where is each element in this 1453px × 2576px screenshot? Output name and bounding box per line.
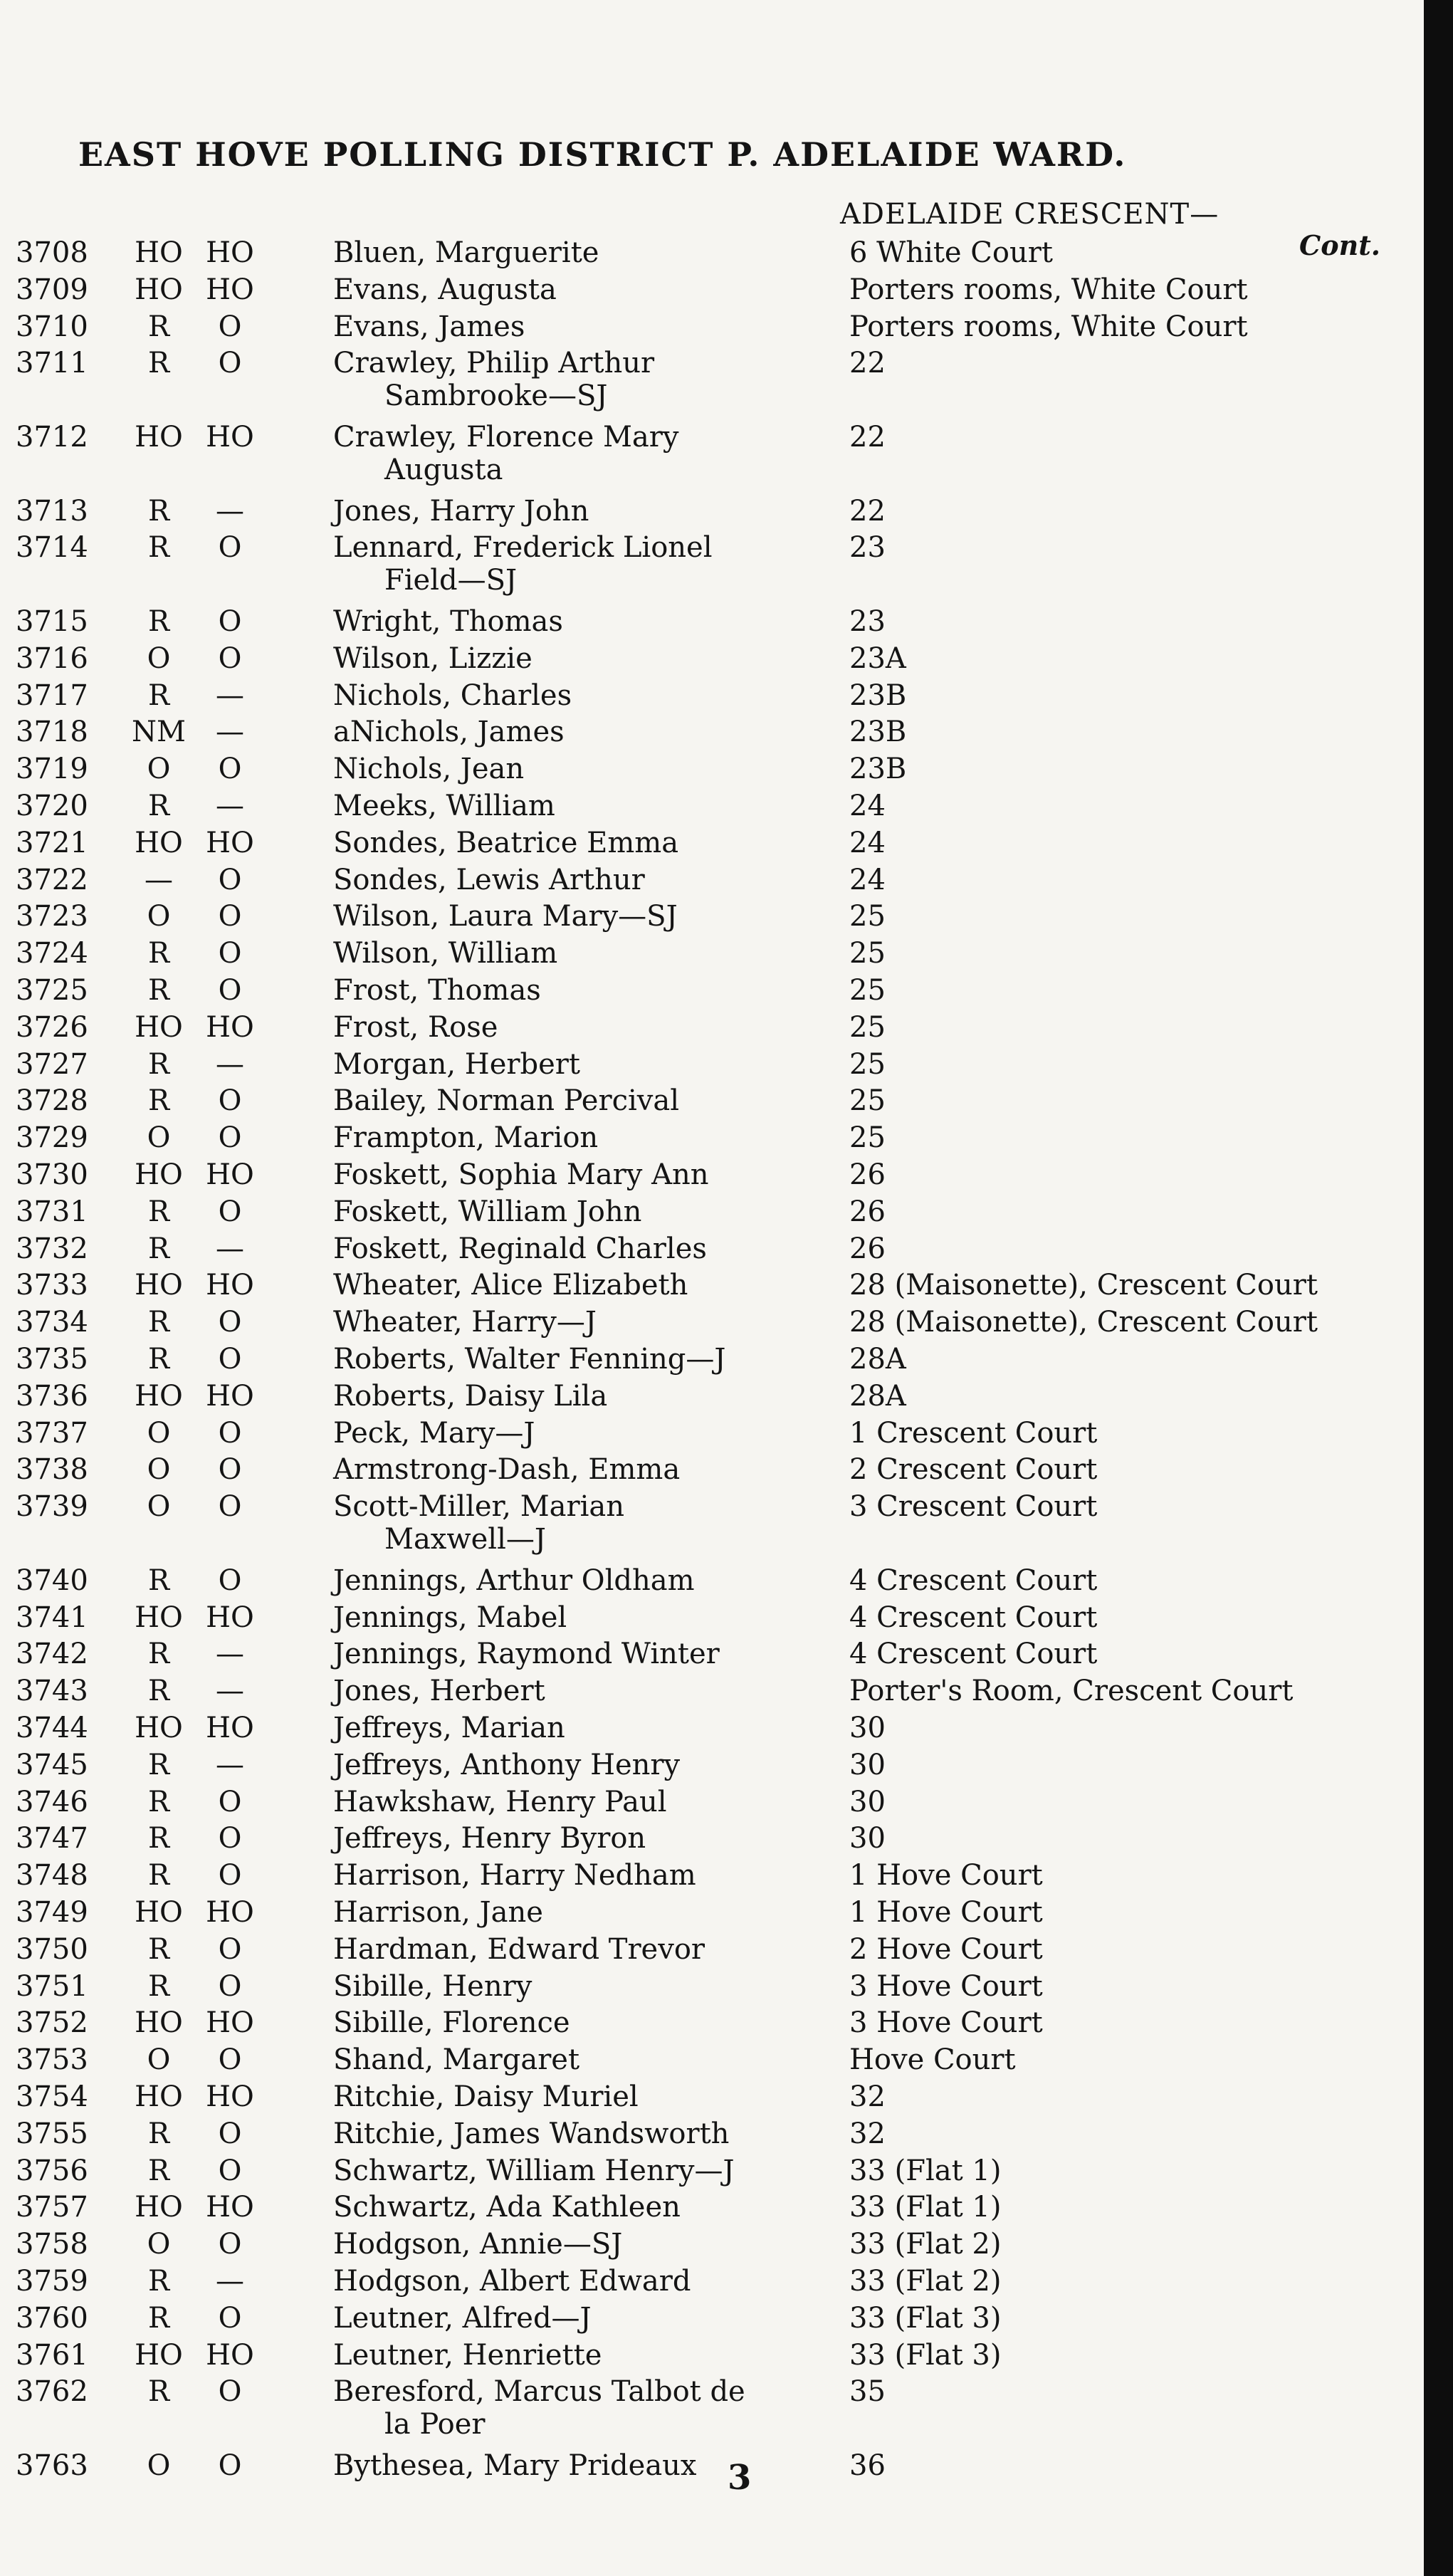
qualification-2: HO (206, 2338, 254, 2372)
elector-address: 23B (849, 679, 907, 712)
elector-name: Jeffreys, Henry Byron (333, 1822, 646, 1855)
elector-address: 23B (849, 753, 907, 786)
qualification-1: O (147, 2449, 171, 2482)
qualification-2: O (218, 974, 242, 1007)
elector-address: 25 (849, 1121, 886, 1155)
qualification-1: HO (135, 2080, 183, 2113)
entry-number: 3729 (16, 1121, 88, 1155)
elector-name: Nichols, Charles (333, 679, 572, 712)
qualification-1: O (147, 900, 171, 933)
elector-name: Jones, Harry John (333, 494, 589, 528)
elector-name: Wilson, Laura Mary—SJ (333, 900, 678, 933)
entry-number: 3756 (16, 2154, 88, 2187)
qualification-1: O (147, 1453, 171, 1487)
qualification-1: HO (135, 1010, 183, 1044)
entry-number: 3761 (16, 2338, 88, 2372)
elector-address: 30 (849, 1785, 886, 1818)
qualification-2: — (216, 716, 244, 749)
qualification-2: HO (206, 2006, 254, 2040)
elector-name-continuation: Augusta (384, 453, 503, 486)
entry-number: 3747 (16, 1822, 88, 1855)
entry-number: 3757 (16, 2191, 88, 2224)
elector-address: 30 (849, 1712, 886, 1744)
elector-name: Ritchie, James Wandsworth (333, 2117, 730, 2150)
elector-address: 26 (849, 1195, 886, 1228)
elector-name: Armstrong-Dash, Emma (333, 1453, 681, 1487)
elector-address: Hove Court (849, 2043, 1016, 2077)
entry-number: 3742 (16, 1638, 88, 1671)
continued-label: Cont. (1299, 229, 1380, 261)
elector-address: Porters rooms, White Court (849, 273, 1248, 306)
entry-number: 3717 (16, 679, 88, 712)
elector-address: 25 (849, 1084, 886, 1118)
elector-address: Porters rooms, White Court (849, 310, 1248, 343)
entry-number: 3753 (16, 2043, 88, 2077)
qualification-1: R (147, 1232, 170, 1265)
qualification-2: O (218, 1932, 242, 1966)
elector-name: Meeks, William (333, 790, 555, 822)
qualification-2: HO (206, 1712, 254, 1744)
elector-name: Hodgson, Albert Edward (333, 2265, 691, 2298)
qualification-1: HO (135, 1601, 183, 1634)
entry-number: 3755 (16, 2117, 88, 2150)
entry-number: 3744 (16, 1712, 88, 1744)
elector-name: Scott-Miller, Marian (333, 1490, 625, 1524)
qualification-1: HO (135, 236, 183, 269)
qualification-1: HO (135, 421, 183, 454)
elector-address: 23B (849, 716, 907, 749)
qualification-1: HO (135, 826, 183, 859)
entry-number: 3740 (16, 1564, 88, 1597)
qualification-2: HO (206, 421, 254, 454)
elector-address: 24 (849, 863, 886, 896)
qualification-2: O (218, 1416, 242, 1450)
elector-name-continuation: la Poer (384, 2408, 486, 2441)
qualification-1: O (147, 1490, 171, 1524)
elector-name: Nichols, Jean (333, 753, 525, 786)
entry-number: 3748 (16, 1859, 88, 1892)
qualification-2: O (218, 863, 242, 896)
elector-name: Lennard, Frederick Lionel (333, 531, 713, 565)
qualification-2: O (218, 1785, 242, 1818)
entry-number: 3762 (16, 2375, 88, 2409)
elector-address: 1 Hove Court (849, 1896, 1043, 1929)
elector-name: Morgan, Herbert (333, 1047, 580, 1081)
entry-number: 3750 (16, 1932, 88, 1966)
qualification-1: HO (135, 1269, 183, 1302)
elector-address: 33 (Flat 3) (849, 2338, 1002, 2372)
qualification-2: O (218, 1084, 242, 1118)
entry-number: 3749 (16, 1896, 88, 1929)
qualification-1: R (147, 1932, 170, 1966)
elector-address: 30 (849, 1822, 886, 1855)
elector-name: Peck, Mary—J (333, 1416, 535, 1450)
qualification-1: R (147, 1343, 170, 1376)
elector-name: Evans, Augusta (333, 273, 557, 306)
qualification-1: — (145, 863, 173, 896)
elector-address: 35 (849, 2375, 886, 2409)
qualification-2: — (216, 790, 244, 822)
qualification-2: O (218, 1822, 242, 1855)
elector-name: Wheater, Alice Elizabeth (333, 1269, 688, 1302)
elector-address: 2 Crescent Court (849, 1453, 1098, 1487)
elector-name: Frost, Thomas (333, 974, 541, 1007)
elector-address: 25 (849, 974, 886, 1007)
qualification-1: R (147, 1748, 170, 1781)
elector-address: 3 Crescent Court (849, 1490, 1098, 1524)
qualification-1: R (147, 2154, 170, 2187)
entry-number: 3739 (16, 1490, 88, 1524)
entry-number: 3709 (16, 273, 88, 306)
elector-name-continuation: Maxwell—J (384, 1523, 546, 1556)
elector-address: 25 (849, 1047, 886, 1081)
elector-name: Sibille, Florence (333, 2006, 570, 2040)
qualification-1: R (147, 1084, 170, 1118)
qualification-1: R (147, 1306, 170, 1339)
elector-address: 23A (849, 642, 906, 675)
elector-name: Jennings, Raymond Winter (333, 1638, 720, 1671)
qualification-1: R (147, 937, 170, 970)
elector-address: 28 (Maisonette), Crescent Court (849, 1269, 1318, 1302)
elector-name: Wilson, William (333, 937, 558, 970)
qualification-1: R (147, 679, 170, 712)
entry-number: 3718 (16, 716, 88, 749)
elector-address: 4 Crescent Court (849, 1601, 1098, 1634)
qualification-2: HO (206, 1896, 254, 1929)
qualification-1: NM (132, 716, 186, 749)
elector-name: Foskett, William John (333, 1195, 642, 1228)
qualification-2: O (218, 1453, 242, 1487)
qualification-1: R (147, 347, 170, 380)
elector-name: Bluen, Marguerite (333, 236, 599, 269)
qualification-2: HO (206, 1158, 254, 1191)
qualification-2: O (218, 1859, 242, 1892)
elector-name: Sondes, Beatrice Emma (333, 826, 679, 859)
qualification-1: R (147, 1859, 170, 1892)
qualification-1: R (147, 1785, 170, 1818)
entry-number: 3726 (16, 1010, 88, 1044)
qualification-1: HO (135, 1896, 183, 1929)
qualification-2: O (218, 1343, 242, 1376)
qualification-1: R (147, 974, 170, 1007)
entry-number: 3719 (16, 753, 88, 786)
elector-address: 33 (Flat 1) (849, 2154, 1002, 2187)
elector-name: Schwartz, William Henry—J (333, 2154, 735, 2187)
qualification-1: O (147, 1121, 171, 1155)
qualification-2: O (218, 642, 242, 675)
elector-address: 25 (849, 1010, 886, 1044)
qualification-2: HO (206, 2191, 254, 2224)
elector-address: 28A (849, 1379, 906, 1413)
qualification-2: O (218, 605, 242, 638)
elector-address: 28A (849, 1343, 906, 1376)
qualification-1: HO (135, 1712, 183, 1744)
elector-name: Roberts, Daisy Lila (333, 1379, 608, 1413)
elector-name: Wright, Thomas (333, 605, 563, 638)
elector-name: Crawley, Philip Arthur (333, 347, 655, 380)
entry-number: 3716 (16, 642, 88, 675)
elector-address: 26 (849, 1158, 886, 1191)
elector-name: Hawkshaw, Henry Paul (333, 1785, 667, 1818)
elector-address: 30 (849, 1748, 886, 1781)
entry-number: 3746 (16, 1785, 88, 1818)
qualification-1: R (147, 790, 170, 822)
elector-address: 22 (849, 421, 886, 454)
elector-name: aNichols, James (333, 716, 565, 749)
elector-name: Foskett, Sophia Mary Ann (333, 1158, 709, 1191)
entry-number: 3752 (16, 2006, 88, 2040)
elector-address: 33 (Flat 3) (849, 2301, 1002, 2335)
qualification-1: R (147, 2301, 170, 2335)
entry-number: 3745 (16, 1748, 88, 1781)
qualification-2: — (216, 1638, 244, 1671)
elector-name: Jeffreys, Marian (333, 1712, 565, 1744)
qualification-1: HO (135, 273, 183, 306)
street-heading: ADELAIDE CRESCENT— (840, 198, 1219, 231)
elector-name: Jennings, Mabel (333, 1601, 567, 1634)
elector-name: Jennings, Arthur Oldham (333, 1564, 695, 1597)
elector-address: 36 (849, 2449, 886, 2482)
qualification-2: HO (206, 236, 254, 269)
qualification-1: HO (135, 2006, 183, 2040)
elector-address: 24 (849, 826, 886, 859)
qualification-1: R (147, 310, 170, 343)
elector-address: 3 Hove Court (849, 1969, 1043, 2003)
elector-address: 33 (Flat 2) (849, 2265, 1002, 2298)
qualification-2: O (218, 347, 242, 380)
qualification-1: O (147, 642, 171, 675)
entry-number: 3738 (16, 1453, 88, 1487)
entry-number: 3743 (16, 1675, 88, 1708)
qualification-2: O (218, 1195, 242, 1228)
elector-address: 22 (849, 494, 886, 528)
qualification-2: O (218, 1969, 242, 2003)
elector-name: Bythesea, Mary Prideaux (333, 2449, 697, 2482)
entry-number: 3758 (16, 2228, 88, 2261)
qualification-2: HO (206, 273, 254, 306)
elector-name: Jones, Herbert (333, 1675, 545, 1708)
entry-number: 3721 (16, 826, 88, 859)
qualification-2: O (218, 2301, 242, 2335)
elector-address: 26 (849, 1232, 886, 1265)
elector-address: 23 (849, 531, 886, 565)
entry-number: 3720 (16, 790, 88, 822)
entry-number: 3715 (16, 605, 88, 638)
elector-name: Sibille, Henry (333, 1969, 533, 2003)
elector-address: Porter's Room, Crescent Court (849, 1675, 1294, 1708)
entry-number: 3710 (16, 310, 88, 343)
page-number: 3 (728, 2458, 752, 2498)
qualification-1: O (147, 2043, 171, 2077)
elector-address: 28 (Maisonette), Crescent Court (849, 1306, 1318, 1339)
qualification-1: R (147, 531, 170, 565)
qualification-2: — (216, 1047, 244, 1081)
qualification-1: R (147, 494, 170, 528)
elector-name: Harrison, Jane (333, 1896, 543, 1929)
elector-address: 23 (849, 605, 886, 638)
qualification-2: O (218, 2154, 242, 2187)
elector-name: Roberts, Walter Fenning—J (333, 1343, 726, 1376)
elector-address: 25 (849, 900, 886, 933)
elector-address: 1 Crescent Court (849, 1416, 1098, 1450)
elector-address: 4 Crescent Court (849, 1564, 1098, 1597)
page-header: EAST HOVE POLLING DISTRICT P. ADELAIDE WARD. (78, 135, 1127, 174)
qualification-2: — (216, 2265, 244, 2298)
qualification-2: O (218, 1564, 242, 1597)
entry-number: 3741 (16, 1601, 88, 1634)
qualification-1: HO (135, 2191, 183, 2224)
qualification-1: R (147, 1638, 170, 1671)
elector-address: 33 (Flat 2) (849, 2228, 1002, 2261)
elector-name: Ritchie, Daisy Muriel (333, 2080, 639, 2113)
qualification-1: R (147, 2117, 170, 2150)
qualification-1: O (147, 2228, 171, 2261)
entry-number: 3736 (16, 1379, 88, 1413)
qualification-2: O (218, 1306, 242, 1339)
entry-number: 3712 (16, 421, 88, 454)
elector-address: 2 Hove Court (849, 1932, 1043, 1966)
elector-name: Evans, James (333, 310, 525, 343)
qualification-2: HO (206, 1010, 254, 1044)
qualification-1: R (147, 1675, 170, 1708)
elector-name: Hardman, Edward Trevor (333, 1932, 705, 1966)
qualification-1: R (147, 605, 170, 638)
qualification-1: R (147, 1564, 170, 1597)
elector-name: Schwartz, Ada Kathleen (333, 2191, 681, 2224)
elector-name: Crawley, Florence Mary (333, 421, 679, 454)
qualification-2: — (216, 1675, 244, 1708)
entry-number: 3722 (16, 863, 88, 896)
entry-number: 3725 (16, 974, 88, 1007)
entry-number: 3734 (16, 1306, 88, 1339)
elector-name: Shand, Margaret (333, 2043, 580, 2077)
qualification-2: HO (206, 1269, 254, 1302)
qualification-1: O (147, 753, 171, 786)
elector-address: 22 (849, 347, 886, 380)
elector-name: Frost, Rose (333, 1010, 498, 1044)
elector-name: Wheater, Harry—J (333, 1306, 597, 1339)
qualification-2: O (218, 531, 242, 565)
elector-address: 25 (849, 937, 886, 970)
entry-number: 3733 (16, 1269, 88, 1302)
entry-number: 3708 (16, 236, 88, 269)
elector-address: 1 Hove Court (849, 1859, 1043, 1892)
entry-number: 3713 (16, 494, 88, 528)
elector-name: Jeffreys, Anthony Henry (333, 1748, 681, 1781)
qualification-2: — (216, 1748, 244, 1781)
entry-number: 3732 (16, 1232, 88, 1265)
entry-number: 3754 (16, 2080, 88, 2113)
entry-number: 3735 (16, 1343, 88, 1376)
qualification-1: R (147, 1195, 170, 1228)
elector-name: Bailey, Norman Percival (333, 1084, 680, 1118)
elector-name: Leutner, Alfred—J (333, 2301, 592, 2335)
elector-name: Frampton, Marion (333, 1121, 599, 1155)
entry-number: 3737 (16, 1416, 88, 1450)
entry-number: 3714 (16, 531, 88, 565)
elector-name: Hodgson, Annie—SJ (333, 2228, 623, 2261)
qualification-1: R (147, 1047, 170, 1081)
qualification-2: — (216, 679, 244, 712)
qualification-2: — (216, 1232, 244, 1265)
qualification-2: O (218, 2375, 242, 2409)
elector-name: Sondes, Lewis Arthur (333, 863, 645, 896)
entry-number: 3730 (16, 1158, 88, 1191)
qualification-1: HO (135, 1158, 183, 1191)
qualification-2: O (218, 900, 242, 933)
entry-number: 3760 (16, 2301, 88, 2335)
qualification-2: O (218, 2228, 242, 2261)
elector-address: 33 (Flat 1) (849, 2191, 1002, 2224)
entry-number: 3728 (16, 1084, 88, 1118)
elector-name: Foskett, Reginald Charles (333, 1232, 707, 1265)
qualification-1: HO (135, 1379, 183, 1413)
elector-address: 6 White Court (849, 236, 1053, 269)
elector-name: Leutner, Henriette (333, 2338, 602, 2372)
qualification-1: R (147, 2375, 170, 2409)
qualification-2: O (218, 1490, 242, 1524)
elector-name-continuation: Sambrooke—SJ (384, 379, 608, 413)
qualification-1: R (147, 1822, 170, 1855)
entry-number: 3723 (16, 900, 88, 933)
qualification-1: R (147, 2265, 170, 2298)
qualification-2: HO (206, 1379, 254, 1413)
qualification-1: O (147, 1416, 171, 1450)
elector-name: Harrison, Harry Nedham (333, 1859, 696, 1892)
entry-number: 3759 (16, 2265, 88, 2298)
qualification-2: HO (206, 1601, 254, 1634)
qualification-2: O (218, 937, 242, 970)
qualification-2: O (218, 2117, 242, 2150)
qualification-2: — (216, 494, 244, 528)
elector-address: 32 (849, 2080, 886, 2113)
qualification-2: O (218, 753, 242, 786)
elector-address: 3 Hove Court (849, 2006, 1043, 2040)
entry-number: 3731 (16, 1195, 88, 1228)
qualification-2: O (218, 310, 242, 343)
entry-number: 3751 (16, 1969, 88, 2003)
elector-address: 4 Crescent Court (849, 1638, 1098, 1671)
elector-name: Beresford, Marcus Talbot de (333, 2375, 745, 2409)
entry-number: 3763 (16, 2449, 88, 2482)
entry-number: 3727 (16, 1047, 88, 1081)
entry-number: 3724 (16, 937, 88, 970)
elector-address: 32 (849, 2117, 886, 2150)
qualification-1: R (147, 1969, 170, 2003)
qualification-2: HO (206, 826, 254, 859)
elector-name-continuation: Field—SJ (384, 564, 518, 597)
qualification-1: HO (135, 2338, 183, 2372)
qualification-2: HO (206, 2080, 254, 2113)
qualification-2: O (218, 2043, 242, 2077)
elector-address: 24 (849, 790, 886, 822)
elector-name: Wilson, Lizzie (333, 642, 533, 675)
qualification-2: O (218, 1121, 242, 1155)
entry-number: 3711 (16, 347, 88, 380)
qualification-2: O (218, 2449, 242, 2482)
